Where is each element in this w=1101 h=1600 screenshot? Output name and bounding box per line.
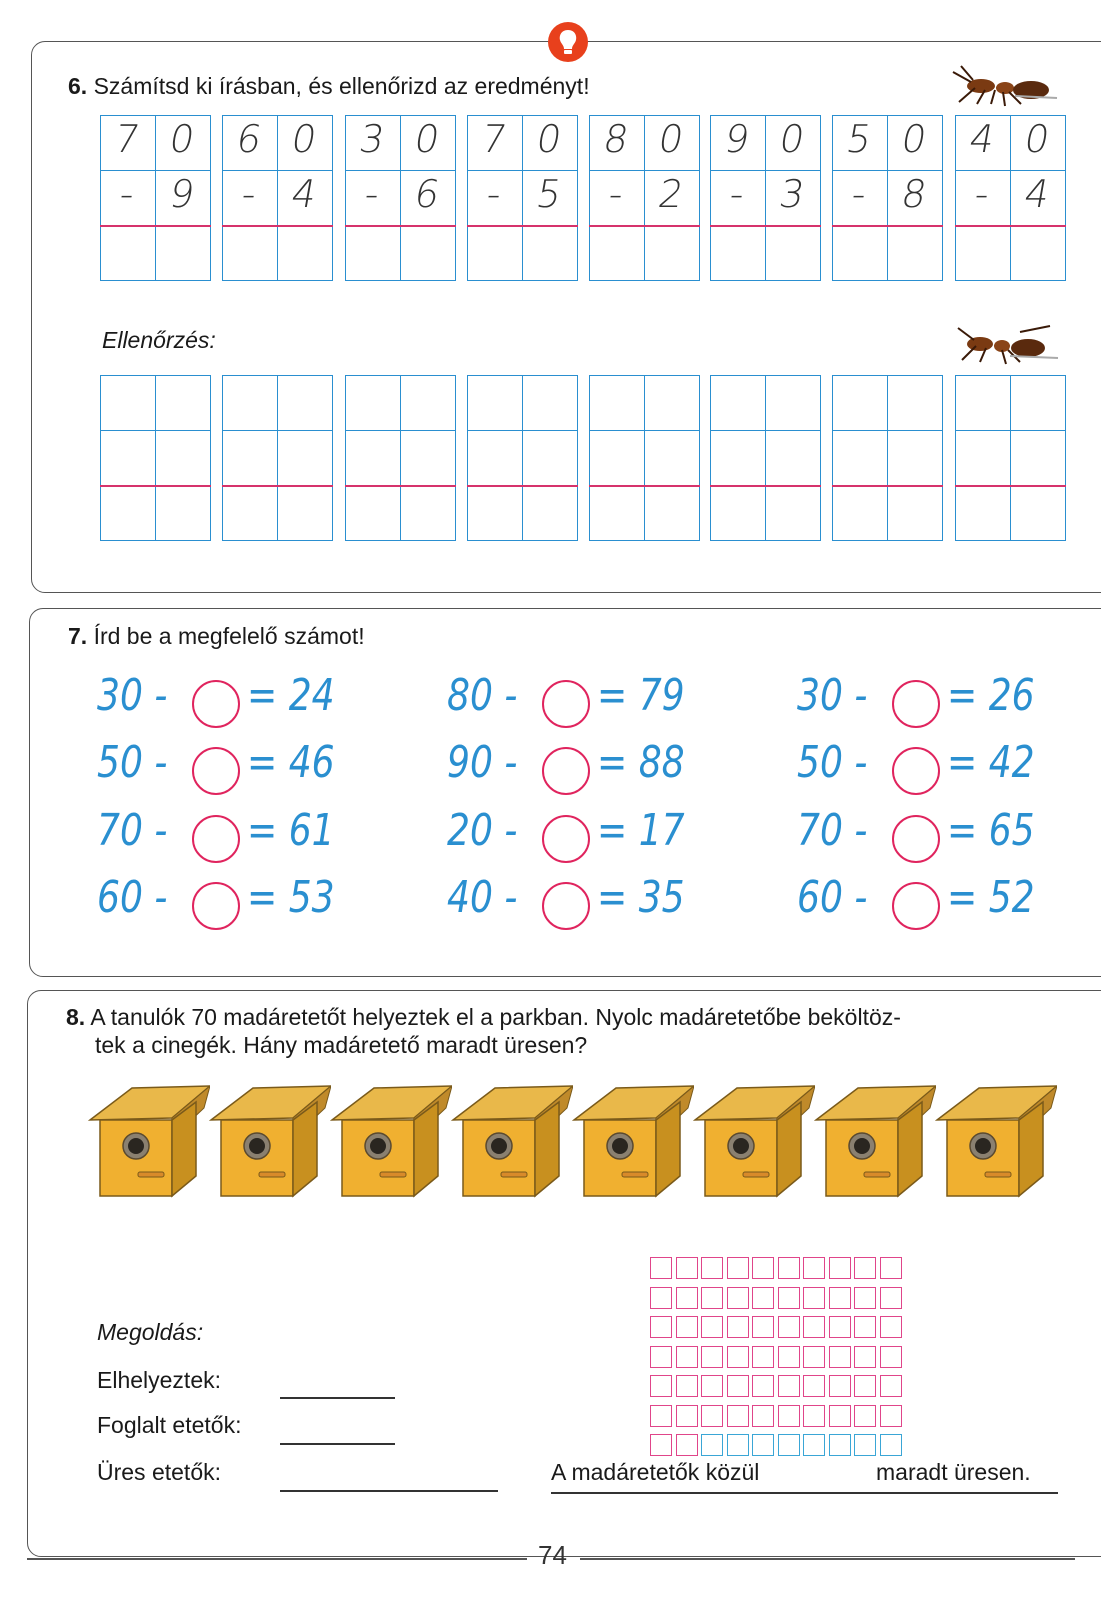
placed-label: Elhelyeztek: xyxy=(97,1367,222,1393)
equation-result: = 79 xyxy=(597,670,685,721)
digit-sub: 9 xyxy=(166,172,198,216)
count-cell xyxy=(752,1287,774,1309)
digit-ones: 0 xyxy=(288,117,320,161)
digit-ones: 0 xyxy=(1021,117,1053,161)
task6-title: 6. Számítsd ki írásban, és ellenőrizd az eredményt! xyxy=(68,73,590,99)
grid-cell[interactable] xyxy=(155,375,211,431)
answer-circle[interactable] xyxy=(892,815,940,863)
occupied-answer-line[interactable] xyxy=(280,1443,395,1445)
count-cell xyxy=(854,1316,876,1338)
result-line xyxy=(955,485,1066,487)
grid-cell[interactable] xyxy=(222,430,278,486)
digit-ones: 0 xyxy=(411,117,443,161)
grid-cell[interactable] xyxy=(710,430,766,486)
equation-result: = 24 xyxy=(247,670,335,721)
count-cell xyxy=(880,1346,902,1368)
grid-cell[interactable] xyxy=(400,375,456,431)
count-cell xyxy=(727,1405,749,1427)
grid-cell[interactable] xyxy=(345,225,401,281)
count-cell xyxy=(880,1434,902,1456)
grid-cell[interactable] xyxy=(345,430,401,486)
grid-cell[interactable] xyxy=(345,375,401,431)
birdhouse-icon xyxy=(693,1080,815,1198)
equation-minuend: 60 - xyxy=(97,872,168,923)
answer-sentence-end: maradt üresen. xyxy=(876,1459,1031,1485)
count-cell xyxy=(880,1405,902,1427)
answer-circle[interactable] xyxy=(192,815,240,863)
digit-op: - xyxy=(361,172,383,216)
count-cell xyxy=(803,1346,825,1368)
result-line xyxy=(100,225,211,227)
count-cell xyxy=(701,1287,723,1309)
grid-cell[interactable] xyxy=(832,225,888,281)
count-cell xyxy=(752,1405,774,1427)
count-cell xyxy=(803,1375,825,1397)
count-cell xyxy=(650,1405,672,1427)
answer-circle[interactable] xyxy=(542,680,590,728)
equation-minuend: 50 - xyxy=(97,737,168,788)
grid-cell[interactable] xyxy=(710,375,766,431)
grid-cell[interactable] xyxy=(522,485,578,541)
footer-line-left xyxy=(27,1558,527,1560)
count-cell xyxy=(829,1287,851,1309)
count-cell xyxy=(727,1375,749,1397)
result-line xyxy=(832,485,943,487)
digit-tens: 6 xyxy=(233,117,265,161)
count-cell xyxy=(752,1346,774,1368)
digit-ones: 0 xyxy=(655,117,687,161)
birdhouse-icon xyxy=(88,1080,210,1198)
count-cell xyxy=(829,1257,851,1279)
digit-op: - xyxy=(726,172,748,216)
equation-result: = 42 xyxy=(947,737,1035,788)
count-cell xyxy=(880,1257,902,1279)
digit-op: - xyxy=(848,172,870,216)
count-cell xyxy=(854,1375,876,1397)
equation-result: = 46 xyxy=(247,737,335,788)
digit-tens: 7 xyxy=(478,117,510,161)
answer-circle[interactable] xyxy=(892,747,940,795)
birdhouse-icon xyxy=(209,1080,331,1198)
count-cell xyxy=(778,1405,800,1427)
digit-op: - xyxy=(238,172,260,216)
answer-circle[interactable] xyxy=(542,747,590,795)
digit-ones: 0 xyxy=(776,117,808,161)
equation-result: = 52 xyxy=(947,872,1035,923)
grid-cell[interactable] xyxy=(887,225,943,281)
ant-icon xyxy=(950,322,1060,366)
grid-cell[interactable] xyxy=(832,485,888,541)
grid-cell[interactable] xyxy=(100,485,156,541)
count-cell xyxy=(727,1434,749,1456)
answer-circle[interactable] xyxy=(192,882,240,930)
result-line xyxy=(710,485,821,487)
result-line xyxy=(710,225,821,227)
count-cell xyxy=(829,1346,851,1368)
result-line xyxy=(832,225,943,227)
result-line xyxy=(589,485,700,487)
digit-sub: 5 xyxy=(533,172,565,216)
result-line xyxy=(222,485,333,487)
count-cell xyxy=(854,1434,876,1456)
digit-sub: 4 xyxy=(288,172,320,216)
equation-result: = 65 xyxy=(947,805,1035,856)
digit-tens: 8 xyxy=(600,117,632,161)
grid-cell[interactable] xyxy=(222,485,278,541)
equation-minuend: 90 - xyxy=(447,737,518,788)
count-cell xyxy=(803,1434,825,1456)
count-cell xyxy=(752,1316,774,1338)
digit-sub: 3 xyxy=(776,172,808,216)
footer-line-right xyxy=(580,1558,1075,1560)
grid-cell[interactable] xyxy=(887,375,943,431)
equation-minuend: 50 - xyxy=(797,737,868,788)
count-cell xyxy=(701,1434,723,1456)
answer-circle[interactable] xyxy=(192,680,240,728)
result-line xyxy=(345,485,456,487)
grid-cell[interactable] xyxy=(955,430,1011,486)
result-line xyxy=(467,225,578,227)
count-cell xyxy=(701,1375,723,1397)
task8-title: 8. A tanulók 70 madáretetőt helyeztek el a parkban. Nyolc madáretetőbe beköltöz- xyxy=(66,1004,901,1030)
birdhouse-icon xyxy=(330,1080,452,1198)
answer-underline[interactable] xyxy=(551,1492,1058,1494)
grid-cell[interactable] xyxy=(1010,225,1066,281)
page-number: 74 xyxy=(538,1540,567,1570)
grid-cell[interactable] xyxy=(522,430,578,486)
count-cell xyxy=(701,1405,723,1427)
grid-cell[interactable] xyxy=(765,225,821,281)
count-cell xyxy=(829,1405,851,1427)
digit-op: - xyxy=(971,172,993,216)
grid-cell[interactable] xyxy=(522,225,578,281)
grid-cell[interactable] xyxy=(644,225,700,281)
digit-op: - xyxy=(605,172,627,216)
count-cell xyxy=(701,1316,723,1338)
grid-cell[interactable] xyxy=(155,430,211,486)
count-cell xyxy=(880,1316,902,1338)
grid-cell[interactable] xyxy=(644,375,700,431)
count-cell xyxy=(854,1287,876,1309)
birdhouse-icon xyxy=(451,1080,573,1198)
ant-icon xyxy=(945,64,1060,108)
answer-sentence-start: A madáretetők közül xyxy=(551,1459,760,1485)
equation-minuend: 70 - xyxy=(97,805,168,856)
solution-label: Megoldás: xyxy=(97,1319,204,1345)
equation-result: = 53 xyxy=(247,872,335,923)
count-cell xyxy=(778,1316,800,1338)
equation-result: = 17 xyxy=(597,805,685,856)
grid-cell[interactable] xyxy=(589,430,645,486)
grid-cell[interactable] xyxy=(467,430,523,486)
count-cell xyxy=(650,1287,672,1309)
grid-cell[interactable] xyxy=(955,225,1011,281)
equation-result: = 35 xyxy=(597,872,685,923)
digit-sub: 4 xyxy=(1021,172,1053,216)
digit-sub: 2 xyxy=(655,172,687,216)
grid-cell[interactable] xyxy=(467,225,523,281)
grid-cell[interactable] xyxy=(765,375,821,431)
grid-cell[interactable] xyxy=(589,225,645,281)
birdhouse-icon xyxy=(814,1080,936,1198)
grid-cell[interactable] xyxy=(277,430,333,486)
count-cell xyxy=(650,1375,672,1397)
count-cell xyxy=(650,1346,672,1368)
grid-cell[interactable] xyxy=(277,485,333,541)
grid-cell[interactable] xyxy=(400,485,456,541)
count-cell xyxy=(854,1346,876,1368)
count-cell xyxy=(752,1375,774,1397)
digit-tens: 3 xyxy=(356,117,388,161)
task7-title: 7. Írd be a megfelelő számot! xyxy=(68,623,365,649)
count-cell xyxy=(829,1434,851,1456)
count-cell xyxy=(650,1316,672,1338)
count-cell xyxy=(854,1405,876,1427)
grid-cell[interactable] xyxy=(222,375,278,431)
count-cell xyxy=(778,1375,800,1397)
grid-cell[interactable] xyxy=(467,485,523,541)
count-cell xyxy=(778,1346,800,1368)
grid-cell[interactable] xyxy=(644,485,700,541)
count-cell xyxy=(676,1405,698,1427)
count-cell xyxy=(727,1346,749,1368)
count-cell xyxy=(650,1257,672,1279)
grid-cell[interactable] xyxy=(832,430,888,486)
empty-answer-line[interactable] xyxy=(280,1490,498,1492)
equation-result: = 88 xyxy=(597,737,685,788)
count-cell xyxy=(727,1257,749,1279)
grid-cell[interactable] xyxy=(100,430,156,486)
count-cell xyxy=(676,1375,698,1397)
grid-cell[interactable] xyxy=(222,225,278,281)
grid-cell[interactable] xyxy=(644,430,700,486)
count-cell xyxy=(676,1287,698,1309)
digit-tens: 5 xyxy=(843,117,875,161)
grid-cell[interactable] xyxy=(1010,485,1066,541)
grid-cell[interactable] xyxy=(887,485,943,541)
check-label: Ellenőrzés: xyxy=(102,327,216,353)
count-cell xyxy=(676,1257,698,1279)
equation-minuend: 60 - xyxy=(797,872,868,923)
grid-cell[interactable] xyxy=(277,375,333,431)
count-cell xyxy=(803,1257,825,1279)
equation-minuend: 40 - xyxy=(447,872,518,923)
grid-cell[interactable] xyxy=(345,485,401,541)
digit-tens: 9 xyxy=(721,117,753,161)
answer-circle[interactable] xyxy=(892,882,940,930)
count-cell xyxy=(701,1257,723,1279)
count-cell xyxy=(829,1375,851,1397)
digit-op: - xyxy=(483,172,505,216)
grid-cell[interactable] xyxy=(100,225,156,281)
grid-cell[interactable] xyxy=(1010,430,1066,486)
grid-cell[interactable] xyxy=(710,225,766,281)
count-cell xyxy=(727,1316,749,1338)
count-cell xyxy=(854,1257,876,1279)
equation-result: = 61 xyxy=(247,805,335,856)
digit-ones: 0 xyxy=(898,117,930,161)
birdhouse-icon xyxy=(935,1080,1057,1198)
answer-circle[interactable] xyxy=(192,747,240,795)
grid-cell[interactable] xyxy=(589,375,645,431)
grid-cell[interactable] xyxy=(832,375,888,431)
grid-cell[interactable] xyxy=(277,225,333,281)
result-line xyxy=(467,485,578,487)
result-line xyxy=(100,485,211,487)
grid-cell[interactable] xyxy=(955,375,1011,431)
equation-minuend: 80 - xyxy=(447,670,518,721)
count-cell xyxy=(676,1434,698,1456)
digit-tens: 7 xyxy=(111,117,143,161)
grid-cell[interactable] xyxy=(400,430,456,486)
count-cell xyxy=(778,1257,800,1279)
count-cell xyxy=(778,1287,800,1309)
count-cell xyxy=(650,1434,672,1456)
digit-sub: 8 xyxy=(898,172,930,216)
count-cell xyxy=(676,1316,698,1338)
count-cell xyxy=(880,1287,902,1309)
grid-cell[interactable] xyxy=(765,485,821,541)
placed-answer-line[interactable] xyxy=(280,1397,395,1399)
digit-ones: 0 xyxy=(533,117,565,161)
grid-cell[interactable] xyxy=(155,225,211,281)
count-cell xyxy=(829,1316,851,1338)
result-line xyxy=(345,225,456,227)
grid-cell[interactable] xyxy=(522,375,578,431)
count-cell xyxy=(880,1375,902,1397)
digit-ones: 0 xyxy=(166,117,198,161)
count-cell xyxy=(778,1434,800,1456)
answer-circle[interactable] xyxy=(892,680,940,728)
equation-minuend: 30 - xyxy=(97,670,168,721)
digit-sub: 6 xyxy=(411,172,443,216)
result-line xyxy=(222,225,333,227)
result-line xyxy=(589,225,700,227)
empty-label: Üres etetők: xyxy=(97,1459,221,1485)
grid-cell[interactable] xyxy=(1010,375,1066,431)
grid-cell[interactable] xyxy=(710,485,766,541)
count-cell xyxy=(727,1287,749,1309)
answer-circle[interactable] xyxy=(542,882,590,930)
equation-minuend: 30 - xyxy=(797,670,868,721)
grid-cell[interactable] xyxy=(467,375,523,431)
digit-op: - xyxy=(116,172,138,216)
grid-cell[interactable] xyxy=(887,430,943,486)
grid-cell[interactable] xyxy=(100,375,156,431)
equation-minuend: 20 - xyxy=(447,805,518,856)
count-cell xyxy=(752,1257,774,1279)
count-cell xyxy=(803,1316,825,1338)
digit-tens: 4 xyxy=(966,117,998,161)
count-cell xyxy=(701,1346,723,1368)
equation-result: = 26 xyxy=(947,670,1035,721)
occupied-label: Foglalt etetők: xyxy=(97,1412,242,1438)
equation-minuend: 70 - xyxy=(797,805,868,856)
count-cell xyxy=(752,1434,774,1456)
task8-title-line2: tek a cinegék. Hány madáretető maradt üresen? xyxy=(95,1032,588,1058)
grid-cell[interactable] xyxy=(155,485,211,541)
grid-cell[interactable] xyxy=(400,225,456,281)
answer-circle[interactable] xyxy=(542,815,590,863)
grid-cell[interactable] xyxy=(765,430,821,486)
count-cell xyxy=(803,1405,825,1427)
count-cell xyxy=(676,1346,698,1368)
hint-bulb-icon xyxy=(548,22,588,62)
grid-cell[interactable] xyxy=(589,485,645,541)
birdhouse-icon xyxy=(572,1080,694,1198)
result-line xyxy=(955,225,1066,227)
count-cell xyxy=(803,1287,825,1309)
grid-cell[interactable] xyxy=(955,485,1011,541)
